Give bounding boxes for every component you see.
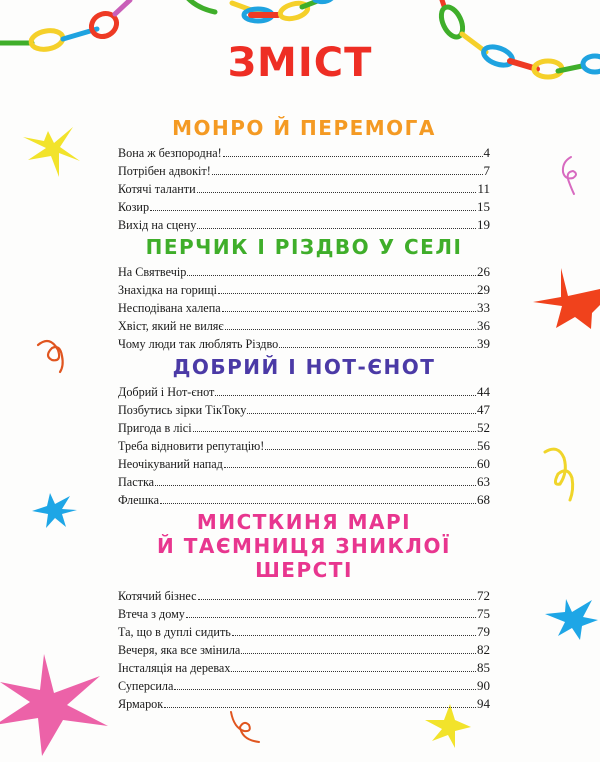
toc-entry[interactable]	[118, 419, 490, 437]
toc-entry[interactable]	[118, 144, 490, 162]
toc-entry-title: Ярмарок	[118, 697, 164, 711]
section-title: МОНРО Й ПЕРЕМОГА	[172, 116, 436, 140]
toc-entry-title: Та, що в дуплі сидить	[118, 625, 231, 639]
dot-leader	[279, 347, 476, 348]
red-star-icon	[533, 268, 600, 329]
toc-entry-title: Пастка	[118, 475, 155, 489]
orange-squiggle-icon-bottom	[231, 712, 259, 742]
toc-entry[interactable]	[118, 623, 490, 641]
toc-entry-page: 26	[477, 264, 490, 279]
toc-entry-page: 94	[477, 696, 490, 711]
blue-star-icon	[32, 493, 77, 528]
section-title-line-2: Й ТАЄМНИЦЯ ЗНИКЛОЇ ШЕРСТІ	[157, 534, 451, 582]
toc-entry-title: Козир	[118, 200, 150, 214]
toc-entry-title: Суперсила	[118, 679, 174, 693]
dot-leader	[222, 311, 476, 312]
toc-entry-title: Котячий бізнес	[118, 589, 197, 603]
toc-entry-title: Позбутись зірки ТікТоку	[118, 403, 247, 417]
toc-entry[interactable]	[118, 263, 490, 281]
page-title: ЗМІСТ	[227, 40, 373, 86]
toc-entry-title: Інсталяція на деревах	[118, 661, 231, 675]
dot-leader	[224, 467, 476, 468]
toc-entry-title: Пригода в лісі	[118, 421, 192, 435]
toc-list	[118, 383, 490, 509]
toc-list	[118, 263, 490, 353]
toc-entry-title: Несподівана халепа	[118, 301, 221, 315]
toc-entry-title: Вихід на сцену	[118, 218, 197, 232]
toc-entry[interactable]	[118, 383, 490, 401]
dot-leader	[174, 689, 476, 690]
toc-entry[interactable]	[118, 641, 490, 659]
toc-entry-page: 56	[477, 438, 490, 453]
toc-section-monro	[118, 117, 490, 234]
toc-entry-page: 47	[477, 402, 490, 417]
dot-leader	[231, 671, 476, 672]
toc-entry-title: Флешка	[118, 493, 160, 507]
toc-entry[interactable]	[118, 491, 490, 509]
toc-entry-page: 68	[477, 492, 490, 507]
toc-entry-page: 19	[477, 217, 490, 232]
section-title	[118, 510, 490, 582]
pink-star-icon	[0, 654, 108, 756]
toc-entry-title: Знахідка на горищі	[118, 283, 218, 297]
toc-entry-page: 15	[477, 199, 490, 214]
toc-entry-title: Вечеря, яка все змінила	[118, 643, 241, 657]
toc-entry-page: 4	[483, 145, 490, 160]
toc-entry-page: 7	[483, 163, 490, 178]
dot-leader	[198, 599, 477, 600]
toc-entry-title: Втеча з дому	[118, 607, 185, 621]
toc-entry-page: 33	[477, 300, 490, 315]
toc-entry-title: Добрий і Нот-єнот	[118, 385, 215, 399]
toc-entry[interactable]	[118, 281, 490, 299]
dot-leader	[155, 485, 476, 486]
dot-leader	[197, 228, 476, 229]
dot-leader	[197, 192, 477, 193]
toc-entry-page: 79	[477, 624, 490, 639]
yellow-star-icon	[23, 127, 80, 177]
toc-entry-title: Котячі таланти	[118, 182, 196, 196]
dot-leader	[212, 174, 483, 175]
toc-entry[interactable]	[118, 605, 490, 623]
toc-entry[interactable]	[118, 695, 490, 713]
toc-entry-page: 11	[477, 181, 490, 196]
toc-entry-page: 75	[477, 606, 490, 621]
dot-leader	[150, 210, 476, 211]
toc-entry[interactable]	[118, 180, 490, 198]
toc-entry-title: Чому люди так люблять Різдво	[118, 337, 279, 351]
section-title-line-1: МИСТКИНЯ МАРІ	[196, 510, 412, 534]
toc-entry[interactable]	[118, 455, 490, 473]
dot-leader	[193, 431, 476, 432]
toc-entry[interactable]	[118, 401, 490, 419]
toc-section-dobryi	[118, 356, 490, 509]
toc-entry[interactable]	[118, 587, 490, 605]
dot-leader	[187, 275, 476, 276]
toc-entry-page: 82	[477, 642, 490, 657]
dot-leader	[223, 156, 483, 157]
dot-leader	[218, 293, 476, 294]
toc-entry-page: 29	[477, 282, 490, 297]
dot-leader	[164, 707, 476, 708]
toc-entry-page: 90	[477, 678, 490, 693]
dot-leader	[186, 617, 476, 618]
dot-leader	[247, 413, 476, 414]
toc-list	[118, 144, 490, 234]
toc-entry-page: 39	[477, 336, 490, 351]
toc-entry-page: 60	[477, 456, 490, 471]
yellow-squiggle-icon	[545, 449, 573, 500]
toc-entry-title: На Святвечір	[118, 265, 187, 279]
paper-chain-garland-center-icon	[186, 0, 332, 21]
orange-squiggle-icon	[38, 341, 63, 372]
dot-leader	[160, 503, 476, 504]
toc-section-mari	[118, 510, 490, 713]
toc-entry[interactable]	[118, 437, 490, 455]
blue-star-icon-right	[545, 599, 598, 640]
toc-entry[interactable]	[118, 473, 490, 491]
toc-entry[interactable]	[118, 198, 490, 216]
toc-entry[interactable]	[118, 317, 490, 335]
toc-entry-title: Треба відновити репутацію!	[118, 439, 265, 453]
toc-entry-title: Потрібен адвокіт!	[118, 164, 211, 178]
dot-leader	[225, 329, 476, 330]
toc-entry-page: 44	[477, 384, 490, 399]
toc-entry-title: Неочікуваний напад	[118, 457, 223, 471]
toc-entry[interactable]	[118, 299, 490, 317]
toc-entry-page: 72	[477, 588, 490, 603]
toc-entry-title: Хвіст, який не виляє	[118, 319, 224, 333]
dot-leader	[232, 635, 476, 636]
dot-leader	[265, 449, 476, 450]
section-title: ДОБРИЙ І НОТ-ЄНОТ	[172, 355, 436, 379]
dot-leader	[215, 395, 476, 396]
section-title: ПЕРЧИК І РІЗДВО У СЕЛІ	[145, 235, 463, 259]
toc-entry[interactable]	[118, 162, 490, 180]
toc-entry-title: Вона ж безпородна!	[118, 146, 222, 160]
toc-entry-page: 85	[477, 660, 490, 675]
toc-list	[118, 587, 490, 713]
toc-entry-page: 63	[477, 474, 490, 489]
toc-entry[interactable]	[118, 659, 490, 677]
toc-entry[interactable]	[118, 335, 490, 353]
toc-entry-page: 36	[477, 318, 490, 333]
dot-leader	[241, 653, 476, 654]
pink-squiggle-icon	[563, 157, 576, 194]
toc-section-perchyk	[118, 236, 490, 353]
toc-entry[interactable]	[118, 216, 490, 234]
toc-entry[interactable]	[118, 677, 490, 695]
toc-entry-page: 52	[477, 420, 490, 435]
